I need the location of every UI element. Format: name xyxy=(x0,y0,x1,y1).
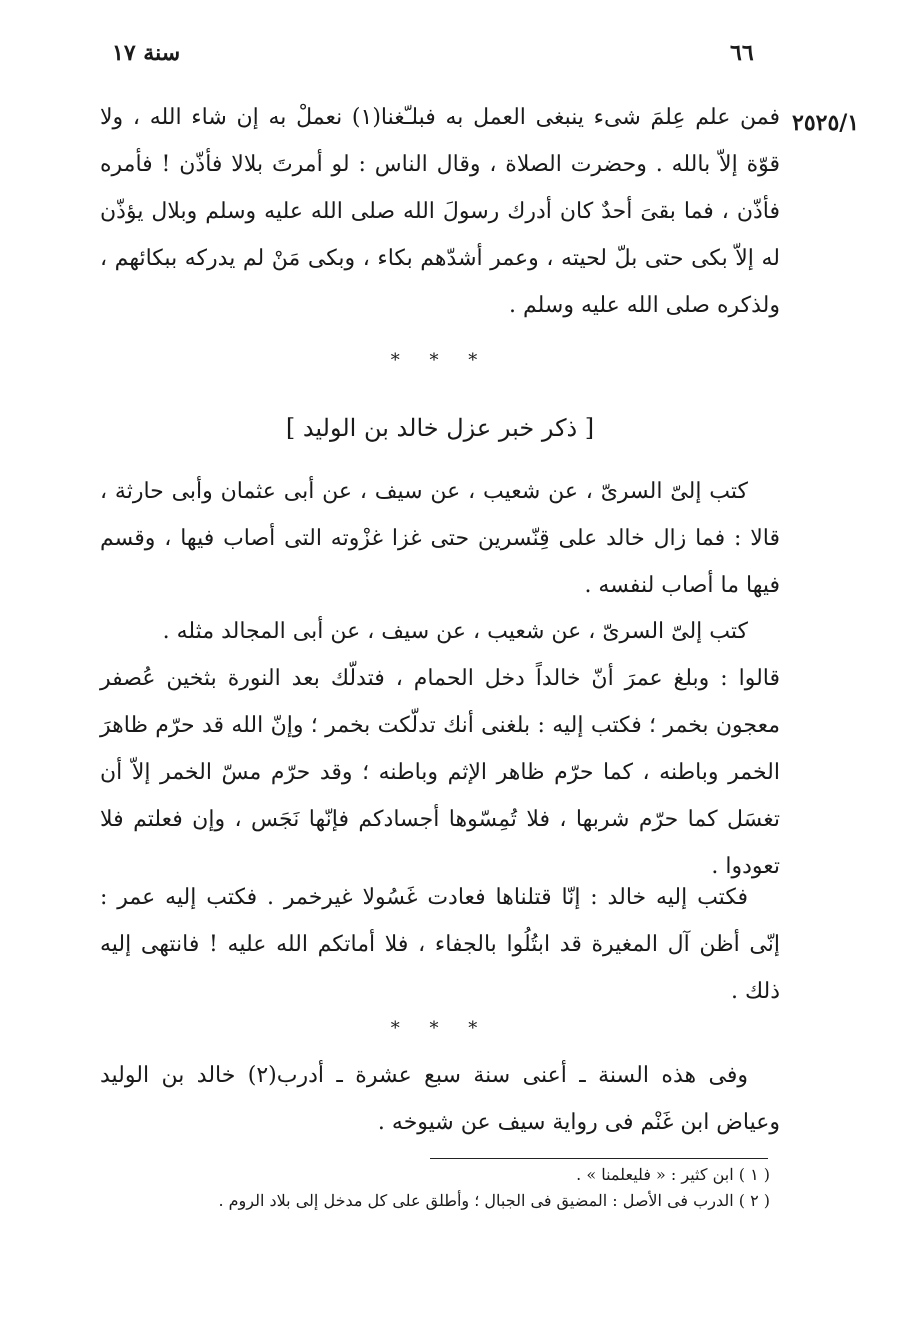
paragraph: كتب إلىّ السرىّ ، عن شعيب ، عن سيف ، عن أبى المجالد مثله . xyxy=(162,619,748,644)
footnotes xyxy=(140,1162,770,1214)
margin-reference-number: ٢٥٢٥/١ xyxy=(792,110,860,136)
paragraph: فمن علم عِلمَ شىء ينبغى العمل به فبلـّغنا(١) نعملْ به إن شاء الله ، ولا قوّة إلاّ بالله . وحضرت الصلاة ، وقال الناس : لو أمرتَ بلالا فأذّن ! فأمره فأذّن ، فما بقىَ أحدٌ كان أدرك رسولَ الله صلى الله عليه وسلم وبلال يؤذّن له إلاّ بكى حتى بلّ لحيته ، وعمر أشدّهم بكاء ، وبكى مَنْ لم يدركه ببكائهم ، ولذكره صلى الله عليه وسلم . xyxy=(100,105,781,318)
paragraph: قالوا : وبلغ عمرَ أنّ خالداً دخل الحمام ، فتدلّك بعد النورة بثخين عُصفر معجون بخمر ؛ فكتب إليه : بلغنى أنك تدلّكت بخمر ؛ وإنّ الله قد حرّم ظاهرَ الخمر وباطنه ، كما حرّم ظاهر الإثم وباطنه ؛ وقد حرّم مسّ الخمر إلاّ أن تغسَل كما حرّم شربها ، فلا تُمِسّوها أجسادكم فإنّها نَجَس ، وإن فعلتم فلا تعودوا . xyxy=(100,666,780,879)
footnote: ( ٢ ) الدرب فى الأصل : المضيق فى الجبال ؛ وأطلق على كل مدخل إلى بلاد الروم . xyxy=(218,1191,770,1210)
paragraph: فكتب إليه خالد : إنّا قتلناها فعادت غَسُولا غيرخمر . فكتب إليه عمر : إنّى أظن آل المغيرة قد ابتُلُوا بالجفاء ، فلا أماتكم الله عليه ! فانتهى إليه ذلك . xyxy=(100,885,780,1004)
paragraph-block xyxy=(100,608,780,890)
footnote: ( ١ ) ابن كثير : « فليعلمنا » . xyxy=(576,1165,770,1184)
section-title: [ ذكر خبر عزل خالد بن الوليد ] xyxy=(285,414,595,442)
footnote-divider xyxy=(430,1158,768,1159)
section-separator: * * * xyxy=(390,350,490,371)
paragraph: كتب إلىّ السرىّ ، عن شعيب ، عن سيف ، عن أبى عثمان وأبى حارثة ، قالا : فما زال خالد على قِنّسرين حتى غزا غزْوته التى أصاب فيها ، وقسم فيها ما أصاب لنفسه . xyxy=(100,479,780,598)
section-separator: * * * xyxy=(390,1018,490,1039)
paragraph-block xyxy=(100,94,780,329)
paragraph-block xyxy=(100,1052,780,1146)
paragraph-block xyxy=(100,468,780,609)
running-year: سنة ١٧ xyxy=(112,40,181,66)
page-number: ٦٦ xyxy=(730,40,754,66)
paragraph-block xyxy=(100,874,780,1015)
paragraph: وفى هذه السنة ـ أعنى سنة سبع عشرة ـ أدرب(٢) خالد بن الوليد وعياض ابن غَنْم فى رواية سيف عن شيوخه . xyxy=(100,1063,780,1135)
